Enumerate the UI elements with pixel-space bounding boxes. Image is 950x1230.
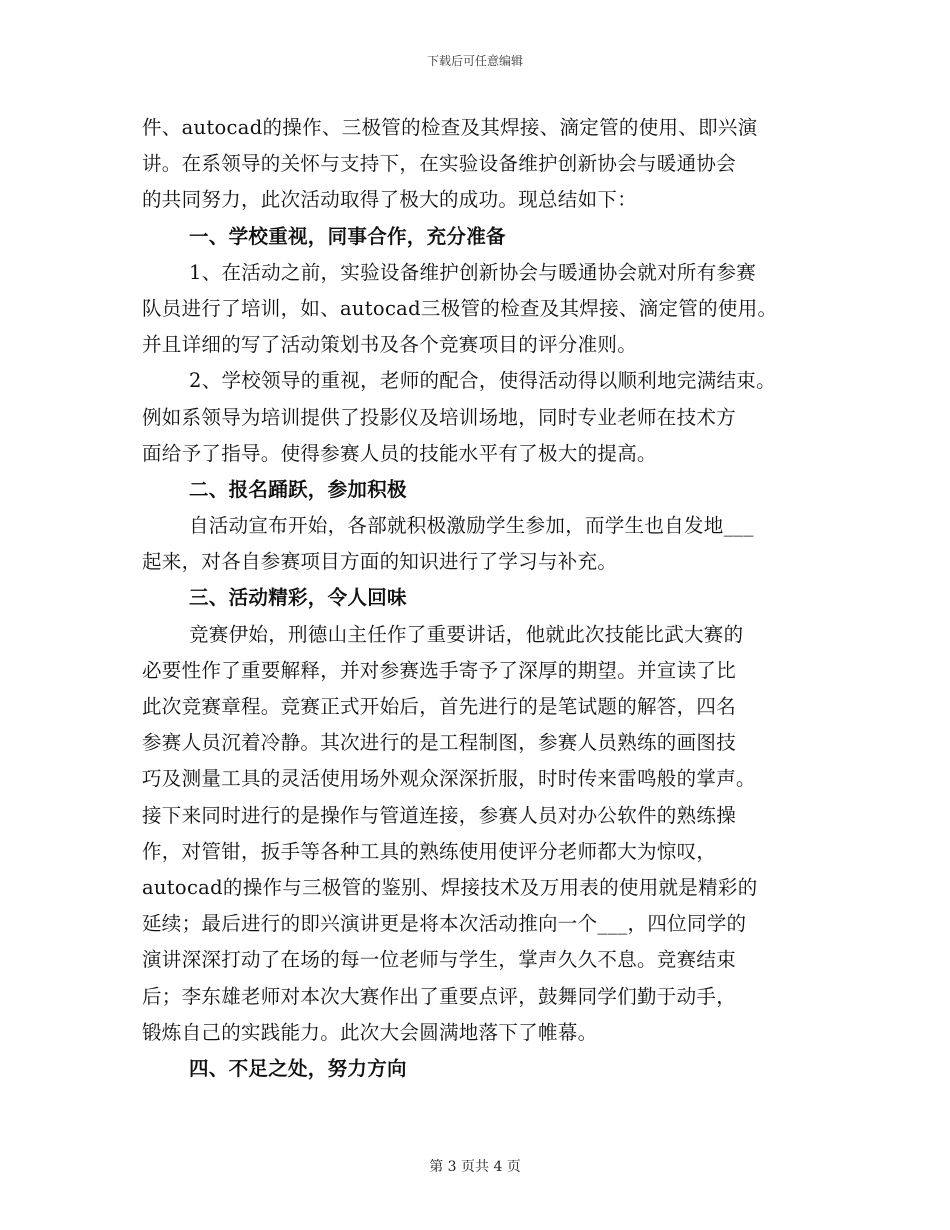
text-line: 并且详细的写了活动策划书及各个竞赛项目的评分准则。 bbox=[142, 333, 638, 357]
page-footer: 第 3 页共 4 页 bbox=[429, 1159, 521, 1175]
text-line: 演讲深深打动了在场的每一位老师与学生，掌声久久不息。竞赛结束 bbox=[142, 948, 737, 972]
text-line: 此次竞赛章程。竞赛正式开始后，首先进行的是笔试题的解答，四名 bbox=[142, 695, 737, 718]
text-line: 面给予了指导。使得参赛人员的技能水平有了极大的提高。 bbox=[142, 441, 657, 465]
text-line: 延续；最后进行的即兴演讲更是将本次活动推向一个___，四位同学的 bbox=[142, 912, 747, 936]
text-line: 巧及测量工具的灵活使用场外观众深深折服，时时传来雷鸣般的掌声。 bbox=[142, 767, 756, 791]
page-header: 下载后可任意编辑 bbox=[426, 54, 523, 68]
text-line: 后；李东雄老师对本次大赛作出了重要点评，鼓舞同学们勤于动手， bbox=[142, 984, 737, 1008]
text-line: 2、学校领导的重视，老师的配合，使得活动得以顺利地完满结束。 bbox=[189, 369, 776, 393]
text-line: 必要性作了重要解释，并对参赛选手寄予了深厚的期望。并宣读了比 bbox=[142, 658, 737, 682]
section-heading: 二、报名踊跃，参加积极 bbox=[189, 477, 407, 501]
text-line: 1、在活动之前，实验设备维护创新协会与暖通协会就对所有参赛 bbox=[189, 260, 757, 284]
text-line: autocad的操作与三极管的鉴别、焊接技术及万用表的使用就是精彩的 bbox=[142, 875, 758, 899]
section-heading: 三、活动精彩，令人回味 bbox=[189, 586, 407, 610]
text-line: 队员进行了培训，如、autocad三极管的检查及其焊接、滴定管的使用。 bbox=[142, 296, 778, 320]
section-heading: 四、不足之处，努力方向 bbox=[189, 1056, 407, 1080]
text-line: 件、autocad的操作、三极管的检查及其焊接、滴定管的使用、即兴演 bbox=[142, 116, 758, 139]
text-line: 作，对管钳，扳手等各种工具的熟练使用使评分老师都大为惊叹， bbox=[142, 839, 717, 863]
text-line: 竞赛伊始，刑德山主任作了重要讲话，他就此次技能比武大赛的 bbox=[189, 622, 744, 646]
text-line: 参赛人员沉着冷静。其次进行的是工程制图，参赛人员熟练的画图技 bbox=[142, 731, 737, 755]
text-line: 锻炼自己的实践能力。此次大会圆满地落下了帷幕。 bbox=[142, 1020, 598, 1044]
text-line: 讲。在系领导的关怀与支持下，在实验设备维护创新协会与暖通协会 bbox=[142, 152, 737, 176]
section-heading: 一、学校重视，同事合作，充分准备 bbox=[189, 224, 506, 248]
document-body bbox=[142, 110, 814, 1087]
text-line: 例如系领导为培训提供了投影仪及培训场地，同时专业老师在技术方 bbox=[142, 405, 737, 429]
text-line: 接下来同时进行的是操作与管道连接，参赛人员对办公软件的熟练操 bbox=[142, 803, 737, 827]
text-line: 的共同努力，此次活动取得了极大的成功。现总结如下： bbox=[142, 188, 638, 212]
text-line: 起来，对各自参赛项目方面的知识进行了学习与补充。 bbox=[142, 550, 618, 574]
text-line: 自活动宣布开始，各部就积极激励学生参加，而学生也自发地___ bbox=[189, 514, 754, 538]
